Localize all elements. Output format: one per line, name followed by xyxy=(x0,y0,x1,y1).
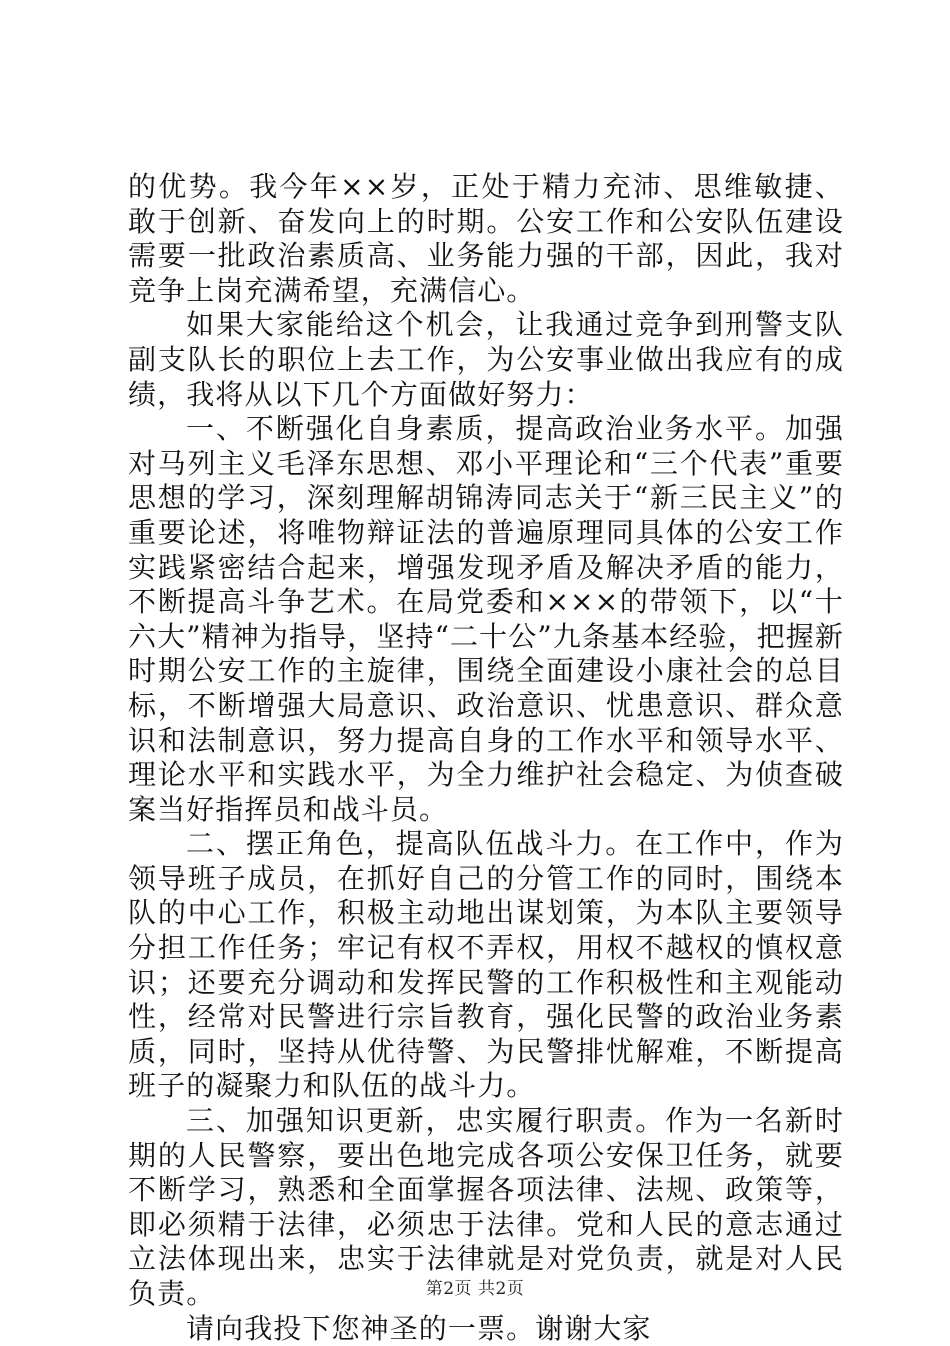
paragraph-intro: 如果大家能给这个机会，让我通过竞争到刑警支队副支队长的职位上去工作，为公安事业做出我应有的成绩，我将从以下几个方面做好努力： xyxy=(128,308,844,411)
paragraph-continuation: 的优势。我今年××岁，正处于精力充沛、思维敏捷、敢于创新、奋发向上的时期。公安工作和公安队伍建设需要一批政治素质高、业务能力强的干部，因此，我对竞争上岗充满希望，充满信心。 xyxy=(128,170,844,307)
paragraph-point-two: 二、摆正角色，提高队伍战斗力。在工作中，作为领导班子成员，在抓好自己的分管工作的同时，围绕本队的中心工作，积极主动地出谋划策，为本队主要领导分担工作任务；牢记有权不弄权，用权不越权的慎权意识；还要充分调动和发挥民警的工作积极性和主观能动性，经常对民警进行宗旨教育，强化民警的政治业务素质，同时，坚持从优待警、为民警排忧解难，不断提高班子的凝聚力和队伍的战斗力。 xyxy=(128,827,844,1103)
paragraph-point-one: 一、不断强化自身素质，提高政治业务水平。加强对马列主义毛泽东思想、邓小平理论和“三个代表”重要思想的学习，深刻理解胡锦涛同志关于“新三民主义”的重要论述，将唯物辩证法的普遍原理同具体的公安工作实践紧密结合起来，增强发现矛盾及解决矛盾的能力，不断提高斗争艺术。在局党委和×××的带领下，以“十六大”精神为指导，坚持“二十公”九条基本经验，把握新时期公安工作的主旋律，围绕全面建设小康社会的总目标，不断增强大局意识、政治意识、忧患意识、群众意识和法制意识，努力提高自身的工作水平和领导水平、理论水平和实践水平，为全力维护社会稳定、为侦查破案当好指挥员和战斗员。 xyxy=(128,412,844,826)
page-number-footer: 第2页 共2页 xyxy=(425,1279,525,1299)
paragraph-point-three: 三、加强知识更新，忠实履行职责。作为一名新时期的人民警察，要出色地完成各项公安保卫任务，就要不断学习，熟悉和全面掌握各项法律、法规、政策等，即必须精于法律，必须忠于法律。党和人民的意志通过立法体现出来，忠实于法律就是对党负责，就是对人民负责。 xyxy=(128,1104,844,1310)
document-body xyxy=(128,170,844,1346)
paragraph-closing: 请向我投下您神圣的一票。谢谢大家 xyxy=(186,1311,652,1345)
